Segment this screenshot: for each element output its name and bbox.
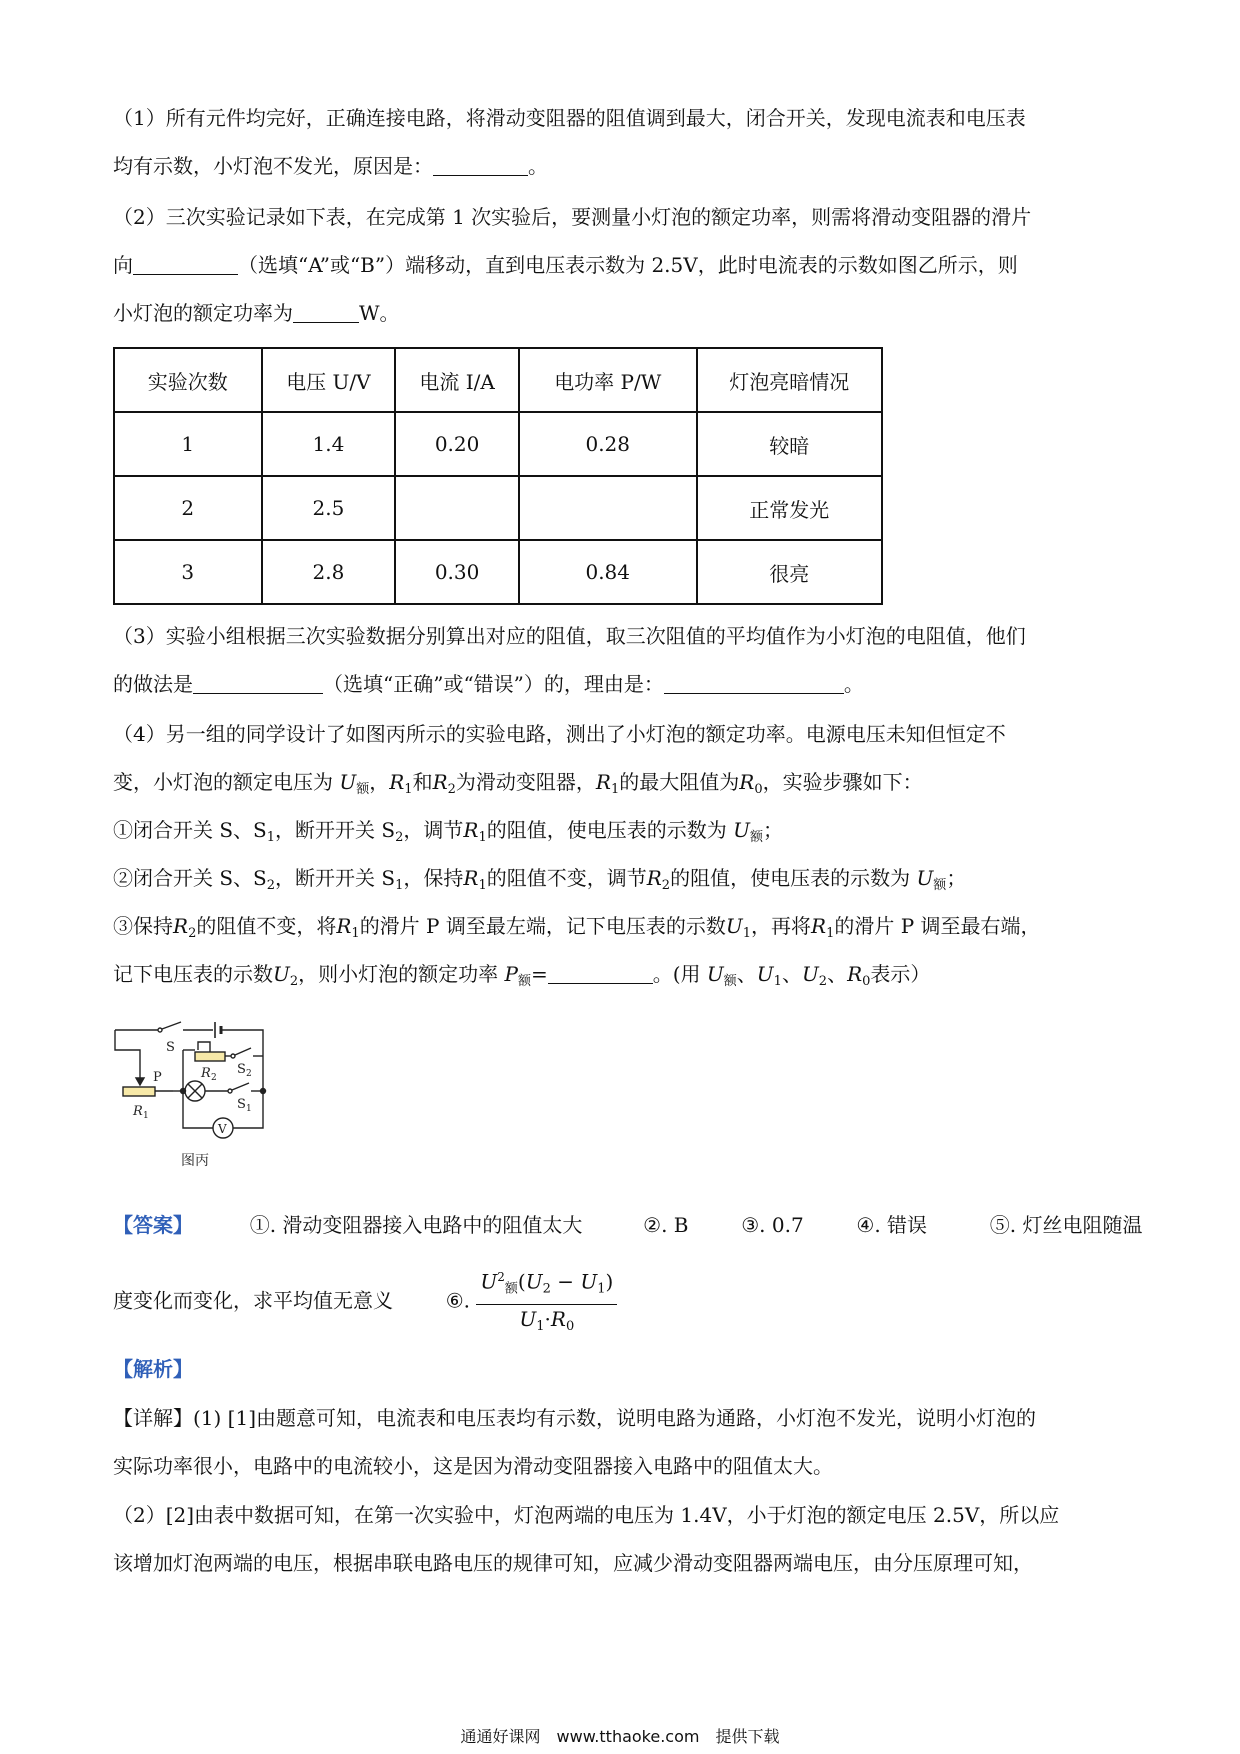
- analysis-detail4: 该增加灯泡两端的电压，根据串联电路电压的规律可知，应减少滑动变阻器两端电压，由分压原理可知，: [113, 1551, 1033, 1575]
- label-r2: R: [201, 1066, 211, 1081]
- q4-text: ，实验步骤如下：: [762, 770, 923, 794]
- q2-blank-direction: [133, 254, 238, 275]
- table-cell: 0.84: [519, 540, 697, 604]
- table-cell: 较暗: [697, 412, 882, 476]
- table-cell: 0.20: [395, 412, 519, 476]
- q4-text: ，保持: [403, 866, 464, 890]
- answer-5: ⑤. 灯丝电阻随温: [989, 1213, 1143, 1237]
- q4-text: 变，小灯泡的额定电压为: [113, 770, 340, 794]
- slider-p-arrow: [136, 1078, 144, 1085]
- q4-text: 、: [781, 962, 802, 986]
- switch-s1-blade: [232, 1083, 249, 1090]
- label-r2-sub: 2: [211, 1073, 217, 1083]
- switch-s1-contact: [228, 1089, 232, 1093]
- q3-line2: [113, 669, 864, 699]
- switch-s2-contact: [231, 1054, 235, 1058]
- analysis-detail3: （2）[2]由表中数据可知，在第一次实验中，灯泡两端的电压为 1.4V，小于灯泡的额定电压 2.5V，所以应: [113, 1503, 1060, 1527]
- wire: [115, 1030, 140, 1080]
- q4-text: ，则小灯泡的额定功率: [298, 962, 505, 986]
- q2-line2: [113, 250, 1018, 280]
- analysis-detail1: 【详解】(1) [1]由题意可知，电流表和电压表均有示数，说明电路为通路，小灯泡不发光，说明小灯泡的: [113, 1406, 1037, 1430]
- junction-dot: [261, 1089, 266, 1094]
- q4-text: =: [530, 962, 548, 986]
- label-s1: S: [237, 1097, 246, 1112]
- q4-step3: ③保持$R_2$的阻值不变，将$R_1$的滑片 P 调至最左端，记下电压表的示数$U_1$，再将$R_1$的滑片 P 调至最右端，: [113, 914, 1041, 941]
- table-cell: 2.8: [262, 540, 396, 604]
- q4-line2: 变，小灯泡的额定电压为 $U_额$，$R_1$和$R_2$为滑动变阻器，$R_1$的最大阻值为$R_0$，实验步骤如下：: [113, 770, 923, 797]
- q4-line1: （4）另一组的同学设计了如图丙所示的实验电路，测出了小灯泡的额定功率。电源电压未知但恒定不: [113, 722, 1006, 746]
- wire: [198, 1042, 210, 1052]
- q2-text-b: （选填“A”或“B”）端移动，直到电压表示数为 2.5V，此时电流表的示数如图乙所示，则: [238, 253, 1018, 277]
- q4-text: 表示）: [870, 962, 931, 986]
- answer-line1: [113, 1210, 1142, 1240]
- switch-s2-blade: [235, 1048, 251, 1055]
- table-row: [114, 476, 882, 540]
- answer-6: ⑥.: [445, 1288, 471, 1313]
- circuit-diagram: [113, 1010, 313, 1190]
- q4-text: 记下电压表的示数: [113, 962, 273, 986]
- table-row: [114, 412, 882, 476]
- answer-6-formula: $\frac{U^2_额(U_2 - U_1)}{U_1\cdot R_0}$: [476, 1265, 617, 1339]
- q4-step1: ①闭合开关 S、$S_1$，断开开关 $S_2$，调节$R_1$的阻值，使电压表的示数为 $U_额$；: [113, 818, 783, 845]
- switch-s-contact: [158, 1028, 162, 1032]
- table-cell: 1: [114, 412, 262, 476]
- q4-text: 、: [736, 962, 757, 986]
- answer-1: ①. 滑动变阻器接入电路中的阻值太大: [249, 1213, 583, 1237]
- q2-blank-power: [293, 302, 359, 323]
- table-cell: 1.4: [262, 412, 396, 476]
- table-cell: 2: [114, 476, 262, 540]
- q4-text: ，调节: [403, 818, 464, 842]
- q1-line2: [113, 151, 548, 181]
- q4-text: ②闭合开关 S、S: [113, 866, 267, 890]
- experiment-table: [113, 347, 883, 605]
- page-footer: 通通好课网 www.tthaoke.com 提供下载: [460, 1727, 780, 1746]
- table-cell: [519, 476, 697, 540]
- q4-step4: 记下电压表的示数$U_2$，则小灯泡的额定功率 $P_额=$ 。(用 $U_额$、$U_1$、$U_2$、$R_0$表示）: [113, 962, 931, 989]
- q4-text: 为滑动变阻器，: [455, 770, 596, 794]
- label-s2: S: [237, 1062, 246, 1077]
- table-cell: 2.5: [262, 476, 396, 540]
- q1-blank: [433, 155, 528, 176]
- q4-text: 的阻值，使电压表的示数为: [486, 818, 734, 842]
- q4-text: 的阻值不变，将: [196, 914, 337, 938]
- answer-2: ②. B: [643, 1213, 689, 1237]
- q3-blank-reason: [664, 673, 844, 694]
- answer-5-cont: 度变化而变化，求平均值无意义: [113, 1288, 393, 1313]
- q3-text-b: （选填“正确”或“错误”）的，理由是：: [323, 672, 664, 696]
- q4-text: 的滑片 P 调至最左端，记下电压表的示数: [359, 914, 726, 938]
- table-header-row: [114, 348, 882, 412]
- table-header-cell: 电功率 P/W: [519, 348, 697, 412]
- analysis-tag: [113, 1354, 193, 1384]
- q4-text: ；: [946, 866, 967, 890]
- label-s: S: [166, 1040, 175, 1055]
- table-cell: [395, 476, 519, 540]
- q4-text: 、: [827, 962, 848, 986]
- q3-text-c: 。: [843, 672, 864, 696]
- q4-text: 的阻值不变，调节: [486, 866, 647, 890]
- label-v: V: [218, 1122, 227, 1136]
- table-header-cell: 电压 U/V: [262, 348, 396, 412]
- answer-tag: 【答案】: [113, 1213, 193, 1237]
- q3-blank-judgement: [193, 673, 323, 694]
- q3-text-a: 的做法是: [113, 672, 193, 696]
- q4-step2: ②闭合开关 S、$S_2$，断开开关 $S_1$，保持$R_1$的阻值不变，调节$R_2$的阻值，使电压表的示数为 $U_额$；: [113, 866, 967, 893]
- table-cell: 0.28: [519, 412, 697, 476]
- table-cell: 很亮: [697, 540, 882, 604]
- table-header-cell: 灯泡亮暗情况: [697, 348, 882, 412]
- q4-text: ①闭合开关 S、S: [113, 818, 267, 842]
- table-cell: 0.30: [395, 540, 519, 604]
- q4-text: ③保持: [113, 914, 173, 938]
- q4-text: 和: [412, 770, 433, 794]
- q4-text: 的最大阻值为: [619, 770, 740, 794]
- answer-line2: [113, 1265, 617, 1339]
- q1-line1: （1）所有元件均完好，正确连接电路，将滑动变阻器的阻值调到最大，闭合开关，发现电流表和电压表: [113, 106, 1026, 130]
- answer-4: ④. 错误: [856, 1213, 928, 1237]
- q4-text: 。(用: [652, 962, 707, 986]
- rheostat-r2: [195, 1052, 225, 1061]
- q4-blank-power: [548, 963, 653, 984]
- label-s2-sub: 2: [246, 1069, 252, 1079]
- q2-line3: [113, 298, 400, 328]
- label-r1-sub: 1: [143, 1111, 149, 1121]
- q4-text: ，断开开关 S: [275, 818, 396, 842]
- q4-text: ，再将: [751, 914, 811, 938]
- analysis-tag-text: 【解析】: [113, 1357, 193, 1381]
- analysis-detail2: 实际功率很小，电路中的电流较小，这是因为滑动变阻器接入电路中的阻值太大。: [113, 1454, 833, 1478]
- table-header-cell: 实验次数: [114, 348, 262, 412]
- rheostat-r1: [123, 1087, 155, 1096]
- junction-dot: [181, 1089, 186, 1094]
- q2-text-a: 向: [113, 253, 133, 277]
- q4-text: ；: [762, 818, 783, 842]
- table-row: [114, 540, 882, 604]
- answer-3: ③. 0.7: [741, 1213, 804, 1237]
- q2-text-c: 小灯泡的额定功率为: [113, 301, 293, 325]
- label-r1: R: [133, 1104, 143, 1119]
- q2-text-d: W。: [359, 301, 400, 325]
- q4-text: 的滑片 P 调至最右端，: [834, 914, 1041, 938]
- label-p: P: [153, 1070, 162, 1085]
- label-s1-sub: 1: [246, 1104, 252, 1114]
- table-cell: 正常发光: [697, 476, 882, 540]
- q4-text: 的阻值，使电压表的示数为: [670, 866, 917, 890]
- switch-s-blade: [162, 1022, 181, 1029]
- q1-end: 。: [528, 154, 548, 178]
- q4-text: ，断开开关 S: [275, 866, 396, 890]
- q2-line1: （2）三次实验记录如下表，在完成第 1 次实验后，要测量小灯泡的额定功率，则需将滑动变阻器的滑片: [113, 205, 1032, 229]
- q3-line1: （3）实验小组根据三次实验数据分别算出对应的阻值，取三次阻值的平均值作为小灯泡的电阻值，他们: [113, 624, 1026, 648]
- table-header-cell: 电流 I/A: [395, 348, 519, 412]
- q1-text: 均有示数，小灯泡不发光，原因是：: [113, 154, 433, 178]
- table-cell: 3: [114, 540, 262, 604]
- circuit-caption: 图丙: [181, 1153, 209, 1169]
